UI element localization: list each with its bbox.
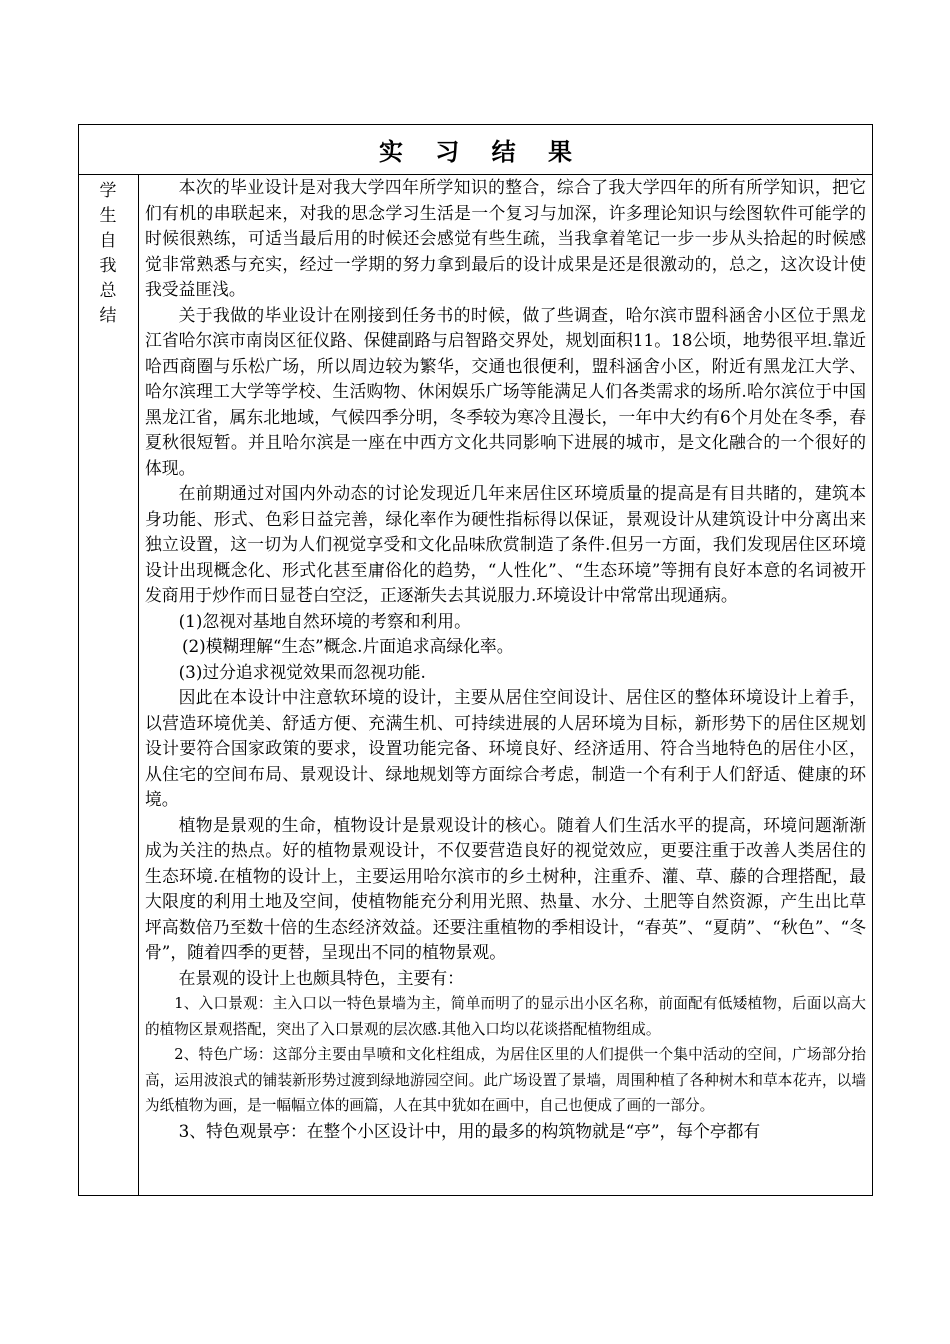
side-label-char: 我	[99, 256, 117, 276]
side-label-char: 总	[99, 281, 117, 301]
side-label-char: 结	[99, 306, 117, 326]
paragraph: 关于我做的毕业设计在刚接到任务书的时候，做了些调查，哈尔滨市盟科涵舍小区位于黑龙江省哈尔滨市南岗区征仪路、保健副路与启智路交界处，规划面积11。18公顷，地势很平坦.靠近哈西商圈与乐松广场，所以周边较为繁华，交通也很便利，盟科涵舍小区，附近有黑龙江大学、哈尔滨理工大学等学校、生活购物、休闲娱乐广场等能满足人们各类需求的场所.哈尔滨位于中国黑龙江省，属东北地域，气候四季分明，冬季较为寒冷且漫长，一年中大约有6个月处在冬季，春夏秋很短暂。并且哈尔滨是一座在中西方文化共同影响下进展的城市，是文化融合的一个很好的体现。	[145, 304, 866, 478]
side-label-column	[79, 175, 139, 1195]
list-item: (3)过分追求视觉效果而忽视功能.	[178, 661, 426, 682]
title-row	[79, 125, 872, 175]
report-table	[78, 124, 873, 1196]
paragraph: 2、特色广场：这部分主要由旱喷和文化柱组成，为居住区里的人们提供一个集中活动的空间，广场部分抬高，运用波浪式的铺装新形势过渡到绿地游园空间。此广场设置了景墙，周围种植了各种树木和草本花卉，以墙为纸植物为画，是一幅幅立体的画篇，人在其中犹如在画中，自己也便成了画的一部分。	[145, 1046, 866, 1114]
side-label	[79, 175, 137, 329]
side-label-char: 学	[99, 181, 117, 201]
paragraph: 3、特色观景亭：在整个小区设计中，用的最多的构筑物就是“亭”，每个亭都有	[178, 1120, 761, 1141]
paragraph: 1、入口景观：主入口以一特色景墙为主，简单而明了的显示出小区名称，前面配有低矮植物，后面以高大的植物区景观搭配，突出了入口景观的层次感.其他入口均以花谈搭配植物组成。	[145, 995, 866, 1038]
paragraph: 因此在本设计中注意软环境的设计，主要从居住空间设计、居住区的整体环境设计上着手，以营造环境优美、舒适方便、充满生机、可持续进展的人居环境为目标，新形势下的居住区规划设计要符合国家政策的要求，设置功能完备、环境良好、经济适用、符合当地特色的居住小区，从住宅的空间布局、景观设计、绿地规划等方面综合考虑，制造一个有利于人们舒适、健康的环境。	[145, 687, 866, 809]
paragraph: 植物是景观的生命，植物设计是景观设计的核心。随着人们生活水平的提高，环境问题渐渐成为关注的热点。好的植物景观设计，不仅要营造良好的视觉效应，更要注重于改善人类居住的生态环境.在植物的设计上，主要运用哈尔滨市的乡土树种，注重乔、灌、草、藤的合理搭配，最大限度的利用土地及空间，使植物能充分利用光照、热量、水分、土肥等自然资源，产生出比草坪高数倍乃至数十倍的生态经济效益。还要注重植物的季相设计，“春英”、“夏荫”、“秋色”、“冬骨”，随着四季的更替，呈现出不同的植物景观。	[145, 814, 866, 962]
page-title: 实 习 结 果	[378, 137, 585, 166]
list-item: (1)忽视对基地自然环境的考察和利用。	[178, 610, 471, 631]
side-label-char: 自	[99, 231, 117, 251]
list-item: (2)模糊理解“生态”概念.片面追求高绿化率。	[181, 636, 514, 656]
paragraph: 本次的毕业设计是对我大学四年所学知识的整合，综合了我大学四年的所有所学知识，把它们有机的串联起来，对我的思念学习生活是一个复习与加深，许多理论知识与绘图软件可能学的时候很熟练，可适当最后用的时候还会感觉有些生疏，当我拿着笔记一步一步从头拾起的时候感觉非常熟悉与充实，经过一学期的努力拿到最后的设计成果是还是很激动的，总之，这次设计使我受益匪浅。	[145, 177, 866, 299]
summary-content	[139, 175, 872, 1195]
paragraph: 在前期通过对国内外动态的讨论发现近几年来居住区环境质量的提高是有目共睹的，建筑本身功能、形式、色彩日益完善，绿化率作为硬性指标得以保证，景观设计从建筑设计中分离出来独立设置，这一切为人们视觉享受和文化品味欣赏制造了条件.但另一方面，我们发现居住区环境设计出现概念化、形式化甚至庸俗化的趋势，“人性化”、“生态环境”等拥有良好本意的名词被开发商用于炒作而日显苍白空泛，正逐渐失去其说服力.环境设计中常常出现通病。	[145, 483, 866, 605]
paragraph: 在景观的设计上也颇具特色，主要有：	[178, 967, 464, 988]
side-label-char: 生	[99, 206, 117, 226]
